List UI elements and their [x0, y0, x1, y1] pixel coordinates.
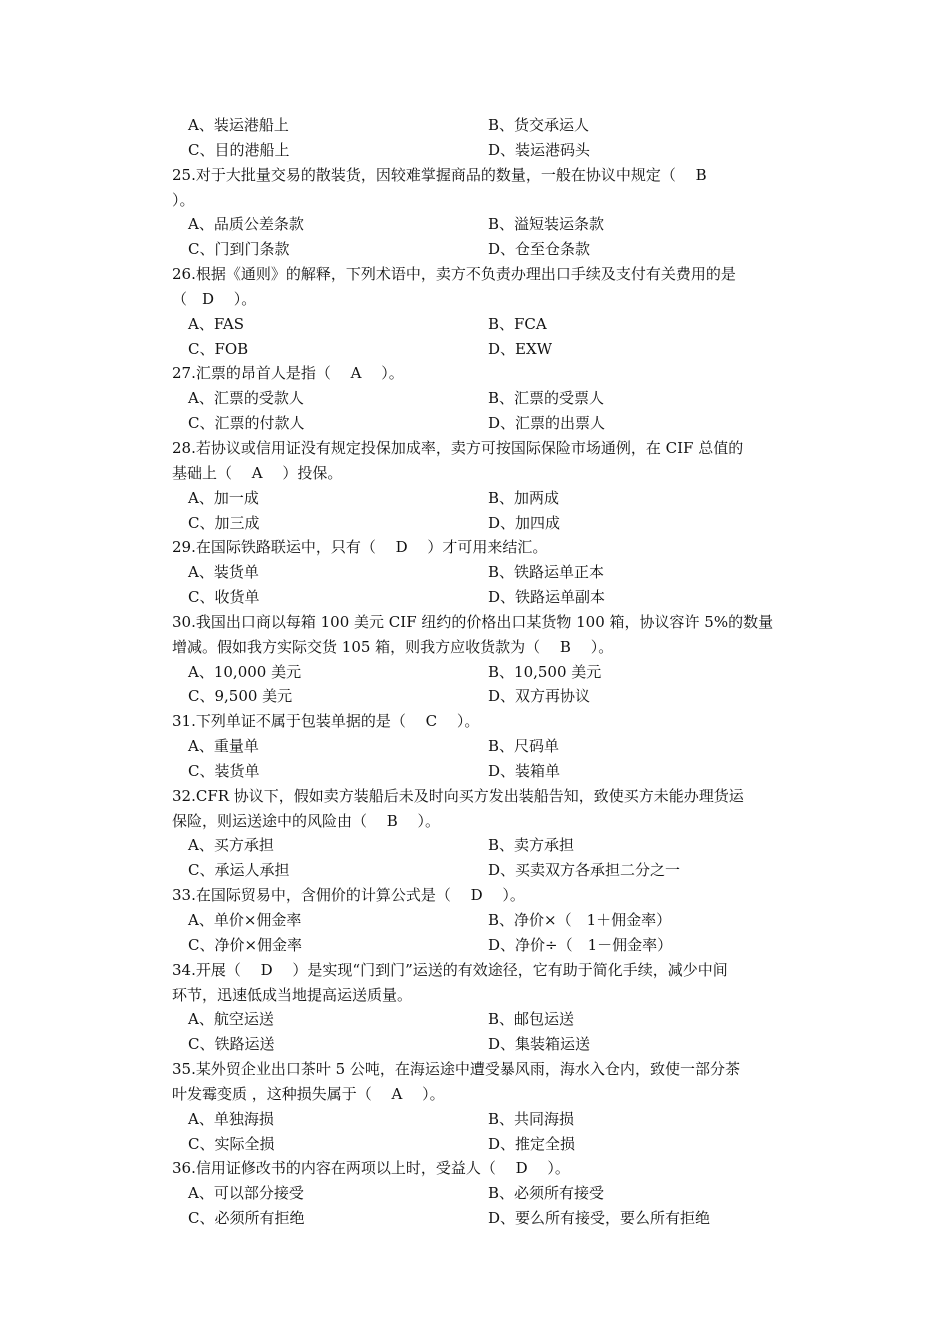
option-row: [172, 312, 812, 337]
option-left: A、装运港船上: [188, 116, 289, 134]
question-text: 环节，迅速低成当地提高运送质量。: [172, 985, 413, 1004]
question-text: 增减。假如我方实际交货 105 箱，则我方应收货款为（ B ）。: [172, 637, 614, 656]
option-right: D、双方再协议: [488, 687, 591, 706]
option-right: D、仓至仓条款: [488, 240, 591, 259]
option-right: D、推定全损: [488, 1134, 576, 1153]
question-text: 32.CFR 协议下，假如卖方装船后未及时向买方发出装船告知，致使买方未能办理货运: [172, 786, 744, 805]
option-row: [172, 734, 812, 759]
option-right: D、装运港码头: [488, 140, 591, 159]
option-row: [172, 858, 812, 883]
option-row: [172, 1132, 812, 1157]
option-left: A、品质公差条款: [188, 215, 304, 234]
option-row: [172, 411, 812, 436]
option-row: [172, 684, 812, 709]
option-right: D、铁路运单副本: [488, 588, 606, 607]
option-right: B、10,500 美元: [488, 662, 602, 681]
option-left: C、目的港船上: [188, 140, 290, 159]
option-right: B、必须所有接受: [488, 1184, 605, 1203]
question-text: （ D ）。: [172, 289, 257, 308]
option-right: D、买卖双方各承担二分之一: [488, 861, 681, 880]
question-text: 31.下列单证不属于包装单据的是（ C ）。: [172, 712, 480, 731]
option-right: B、尺码单: [488, 737, 560, 756]
option-left: A、可以部分接受: [188, 1184, 304, 1203]
option-row: [172, 833, 812, 858]
option-row: [172, 337, 812, 362]
option-left: C、加三成: [188, 513, 260, 532]
option-right: D、集装箱运送: [488, 1035, 591, 1054]
option-left: A、重量单: [188, 737, 259, 756]
option-row: [172, 660, 812, 685]
option-left: C、实际全损: [188, 1134, 275, 1153]
option-right: D、装箱单: [488, 761, 561, 780]
option-right: B、货交承运人: [488, 116, 590, 134]
question-text: 保险，则运送途中的风险由（ B ）。: [172, 811, 441, 830]
option-right: B、共同海损: [488, 1109, 575, 1128]
question-text: 基础上（ A ）投保。: [172, 463, 343, 482]
option-row: [172, 933, 812, 958]
option-left: C、收货单: [188, 588, 260, 607]
option-left: A、加一成: [188, 488, 259, 507]
option-row: [172, 511, 812, 536]
option-left: C、净价×佣金率: [188, 935, 303, 954]
option-row: [172, 1032, 812, 1057]
option-left: A、单价×佣金率: [188, 911, 302, 929]
option-left: A、买方承担: [188, 836, 274, 855]
option-right: D、要么所有接受，要么所有拒绝: [488, 1209, 711, 1228]
option-right: D、净价÷（ 1－佣金率）: [488, 935, 673, 954]
option-right: B、卖方承担: [488, 836, 575, 855]
option-left: A、汇票的受款人: [188, 389, 304, 408]
option-row: [172, 759, 812, 784]
option-left: C、装货单: [188, 761, 260, 780]
option-left: A、10,000 美元: [188, 662, 302, 681]
option-row: [172, 113, 812, 138]
question-text: 30.我国出口商以每箱 100 美元 CIF 纽约的价格出口某货物 100 箱，协议容许 5%的数量: [172, 612, 774, 631]
question-text: 25.对于大批量交易的散装货，因较难掌握商品的数量，一般在协议中规定（ B: [172, 165, 707, 184]
option-left: A、装货单: [188, 563, 259, 582]
option-left: A、单独海损: [188, 1109, 274, 1128]
option-right: B、净价×（ 1＋佣金率）: [488, 911, 672, 929]
question-text: 27.汇票的昂首人是指（ A ）。: [172, 364, 404, 383]
option-row: [172, 560, 812, 585]
option-row: [172, 237, 812, 262]
option-right: B、FCA: [488, 314, 547, 333]
question-text: 35.某外贸企业出口茶叶 5 公吨，在海运途中遭受暴风雨，海水入仓内，致使一部分茶: [172, 1060, 740, 1079]
question-text: 叶发霉变质 ，这种损失属于（ A ）。: [172, 1084, 445, 1103]
option-left: C、承运人承担: [188, 861, 290, 880]
option-row: [172, 138, 812, 163]
option-row: [172, 212, 812, 237]
option-left: C、9,500 美元: [188, 687, 293, 706]
option-row: [172, 486, 812, 511]
question-text: 29.在国际铁路联运中，只有（ D ）才可用来结汇。: [172, 538, 548, 557]
option-right: D、EXW: [488, 339, 553, 358]
question-text: ）。: [172, 190, 195, 209]
option-left: C、汇票的付款人: [188, 414, 305, 433]
option-row: [172, 585, 812, 610]
option-left: C、必须所有拒绝: [188, 1209, 305, 1228]
option-right: B、铁路运单正本: [488, 563, 605, 582]
option-row: [172, 908, 812, 933]
option-row: [172, 1206, 812, 1231]
question-text: 36.信用证修改书的内容在两项以上时，受益人（ D ）。: [172, 1159, 570, 1178]
option-left: C、门到门条款: [188, 240, 290, 259]
question-text: 34.开展（ D ）是实现“门到门”运送的有效途径，它有助于简化手续，减少中间: [172, 960, 728, 979]
option-row: [172, 1107, 812, 1132]
option-right: B、邮包运送: [488, 1010, 575, 1029]
option-left: A、FAS: [188, 314, 245, 333]
question-list: [172, 113, 812, 1231]
option-row: [172, 1181, 812, 1206]
option-row: [172, 386, 812, 411]
question-text: 28.若协议或信用证没有规定投保加成率，卖方可按国际保险市场通例，在 CIF 总值的: [172, 438, 744, 457]
option-left: C、铁路运送: [188, 1035, 275, 1054]
question-text: 33.在国际贸易中，含佣价的计算公式是（ D ）。: [172, 886, 525, 905]
option-left: A、航空运送: [188, 1010, 274, 1029]
question-text: 26.根据《通则》的解释，下列术语中，卖方不负责办理出口手续及支付有关费用的是: [172, 265, 736, 284]
option-right: B、汇票的受票人: [488, 389, 605, 408]
option-right: B、溢短装运条款: [488, 215, 605, 234]
option-row: [172, 1007, 812, 1032]
option-left: C、FOB: [188, 339, 249, 358]
option-right: D、加四成: [488, 513, 561, 532]
option-right: B、加两成: [488, 488, 560, 507]
option-right: D、汇票的出票人: [488, 414, 606, 433]
